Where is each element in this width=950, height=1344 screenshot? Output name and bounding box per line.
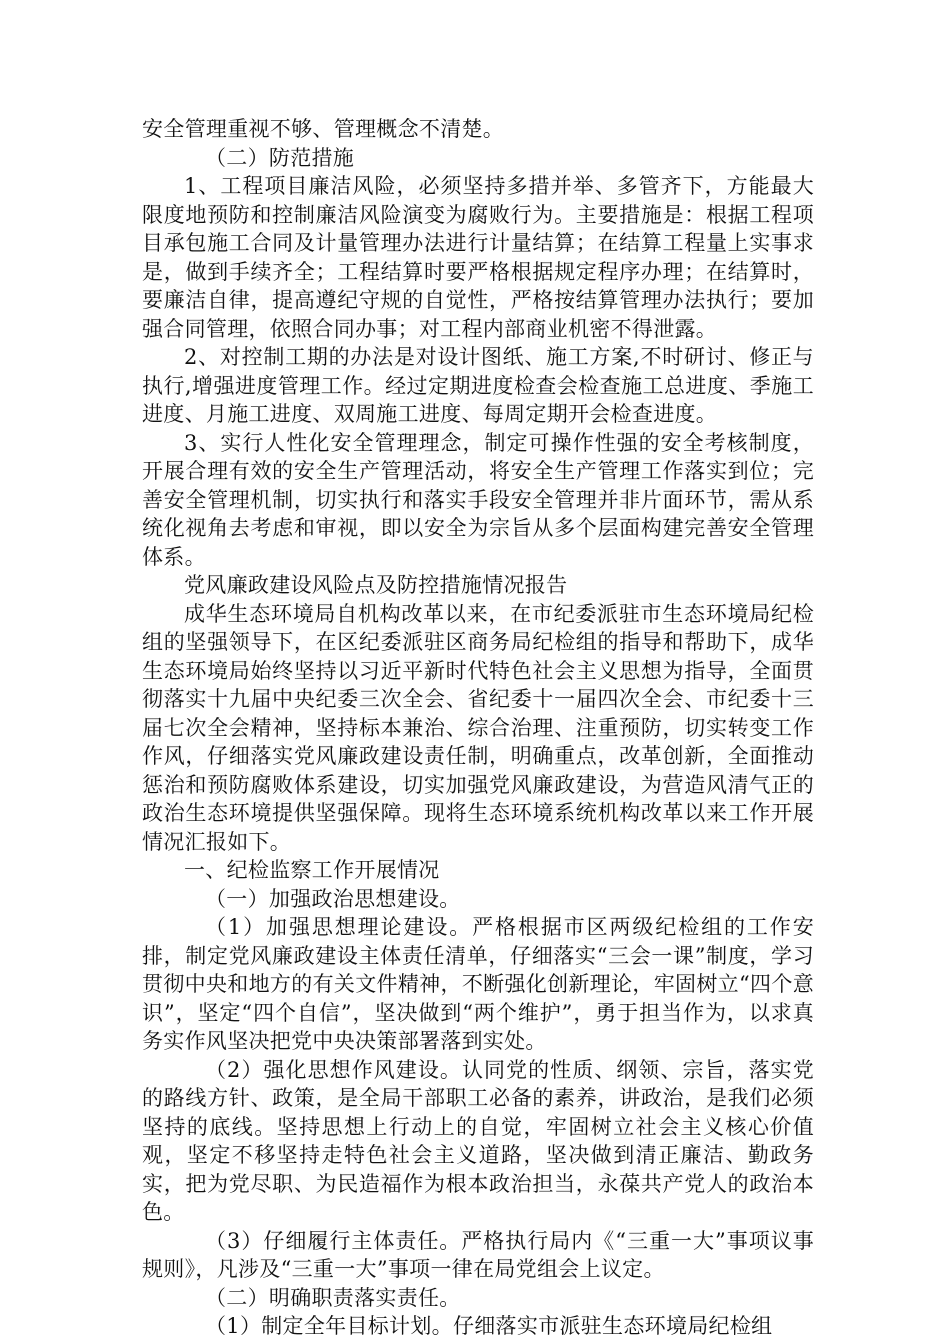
section-heading-prevention: （二）防范措施 [205,145,355,170]
document-body [142,115,814,1341]
subsection-heading-2: （二）明确职责落实责任。 [205,1285,461,1310]
paragraph-item-3: （3）仔细履行主体责任。严格执行局内《“三重一大”事项议事规则》，凡涉及“三重一大”事项一律在局党组会上议定。 [142,1228,814,1281]
paragraph-1: 安全管理重视不够、管理概念不清楚。 [142,117,505,141]
paragraph-measure-2: 2、对控制工期的办法是对设计图纸、施工方案,不时研讨、修正与执行,增强进度管理工作。经过定期进度检查会检查施工总进度、季施工进度、月施工进度、双周施工进度、每周定期开会检查进度。 [142,345,814,426]
paragraph-measure-3: 3、实行人性化安全管理理念，制定可操作性强的安全考核制度，开展合理有效的安全生产管理活动，将安全生产管理工作落实到位；完善安全管理机制，切实执行和落实手段安全管理并非片面环节，需从系统化视角去考虑和审视，即以安全为宗旨从多个层面构建完善安全管理体系。 [142,430,814,569]
subsection-heading-1: （一）加强政治思想建设。 [205,886,461,911]
paragraph-item-4: （1）制定全年目标计划。仔细落实市派驻生态环境局纪检组 [205,1314,773,1338]
paragraph-item-2: （2）强化思想作风建设。认同党的性质、纲领、宗旨，落实党的路线方针、政策，是全局干部职工必备的素养，讲政治，是我们必须坚持的底线。坚持思想上行动上的自觉，牢固树立社会主义核心价值观，坚定不移坚持走特色社会主义道路，坚决做到清正廉洁、勤政务实，把为党尽职、为民造福作为根本政治担当，永葆共产党人的政治本色。 [142,1057,814,1224]
paragraph-report-intro: 成华生态环境局自机构改革以来，在市纪委派驻市生态环境局纪检组的坚强领导下，在区纪委派驻区商务局纪检组的指导和帮助下，成华生态环境局始终坚持以习近平新时代特色社会主义思想为指导，全面贯彻落实十九届中央纪委三次全会、省纪委十一届四次全会、市纪委十三届七次全会精神，坚持标本兼治、综合治理、注重预防，切实转变工作作风，仔细落实党风廉政建设责任制，明确重点，改革创新，全面推动惩治和预防腐败体系建设，切实加强党风廉政建设，为营造风清气正的政治生态环境提供坚强保障。现将生态环境系统机构改革以来工作开展情况汇报如下。 [142,601,814,854]
report-title: 党风廉政建设风险点及防控措施情况报告 [184,573,568,597]
paragraph-measure-1: 1、工程项目廉洁风险，必须坚持多措并举、多管齐下，方能最大限度地预防和控制廉洁风险演变为腐败行为。主要措施是：根据工程项目承包施工合同及计量管理办法进行计量结算；在结算工程量上实事求是，做到手续齐全；工程结算时要严格根据规定程序办理；在结算时，要廉洁自律，提高遵纪守规的自觉性，严格按结算管理办法执行；要加强合同管理，依照合同办事；对工程内部商业机密不得泄露。 [142,174,814,341]
section-heading-1: 一、纪检监察工作开展情况 [184,858,440,882]
paragraph-item-1: （1）加强思想理论建设。严格根据市区两级纪检组的工作安排，制定党风廉政建设主体责任清单，仔细落实“三会一课”制度，学习贯彻中央和地方的有关文件精神，不断强化创新理论，牢固树立“四个意识”，坚定“四个自信”，坚决做到“两个维护”，勇于担当作为，以求真务实作风坚决把党中央决策部署落到实处。 [142,915,814,1053]
